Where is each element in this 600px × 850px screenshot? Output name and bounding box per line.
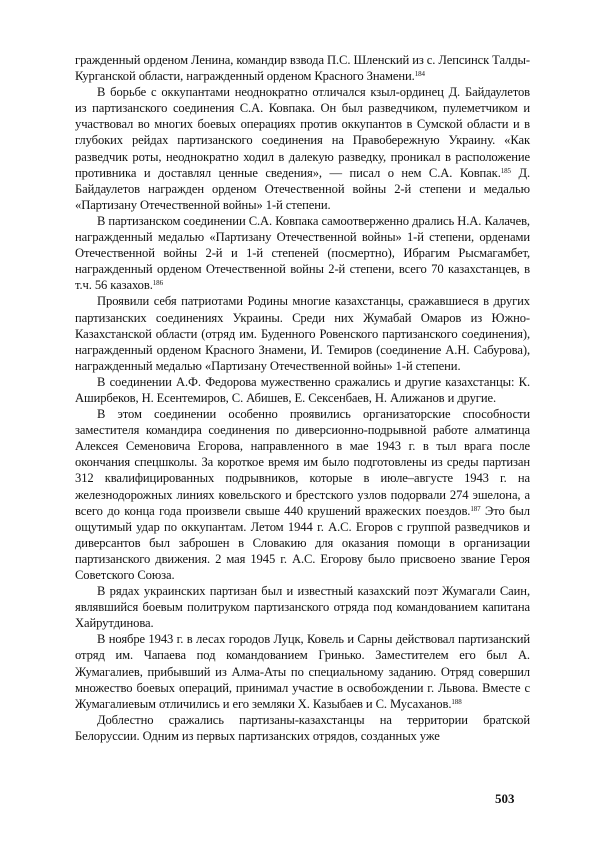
paragraph (75, 52, 530, 84)
paragraph-text: В борьбе с оккупантами неоднократно отличался кзыл-ординец Д. Байдаулетов из партизанского соединения С.А. Ковпака. Он был разведчиком, пулеметчиком и участвовал во многих боевых операциях против оккупантов в Сумской области и в глубоких рейдах партизанского соединения на Правобережную Украину. «Как разведчик роты, неоднократно ходил в далекую разведку, проникал в расположение противника и доставлял ценные сведения», — писал о нем С.А. Ковпак. (75, 85, 530, 180)
paragraph-text: В соединении А.Ф. Федорова мужественно сражались и другие казахстанцы: К. Аширбеков, Н. Есентемиров, С. Абишев, Е. Сексенбаев, Н. Алижанов и другие. (75, 374, 530, 405)
paragraph-text: В этом соединении особенно проявились организаторские способности заместителя командира соединения по диверсионно-подрывной работе алматинца Алексея Семеновича Егорова, направленного в мае 1943 г. в тыл врага после окончания спецшколы. За короткое время им было подготовлены из среды партизан 312 квалифицированных подрывников, которые в июле–августе 1943 г. на железнодорожных линиях ковельского и брестского узлов подорвали 274 эшелона, а всего до конца года произвели свыше 440 крушений вражеских поездов. (75, 407, 530, 518)
paragraph-text: В рядах украинских партизан был и известный казахский поэт Жумагали Саин, являвшийся боевым политруком партизанского отряда под командованием капитана Хайрутдинова. (75, 584, 530, 631)
footnote-ref: 186 (152, 279, 163, 288)
paragraph-text: Доблестно сражались партизаны-казахстанцы на территории братской Белоруссии. Одним из первых партизанских отрядов, созданных уже (75, 712, 530, 743)
paragraph-text-continued: Это был ощутимый удар по оккупантам. Летом 1944 г. А.С. Егоров с группой разведчиков и диверсантов был заброшен в Словакию для оказания помощи в организации партизанского движения. 2 мая 1945 г. А.С. Егорову было присвоено звание Героя Советского Союза. (75, 503, 530, 582)
paragraph (75, 213, 530, 293)
footnote-ref: 187 (470, 504, 481, 513)
footnote-ref: 184 (414, 70, 425, 79)
paragraph (75, 631, 530, 711)
paragraph (75, 84, 530, 213)
paragraph (75, 583, 530, 631)
paragraph-text: В ноябре 1943 г. в лесах городов Луцк, Ковель и Сарны действовал партизанский отряд им. Чапаева под командованием Гринько. Заместителем его был А. Жумагалиев, прибывший из Алма-Аты по специальному заданию. Отряд совершил множество боевых операций, принимал участие в освобождении г. Львова. Вместе с Жумагалиевым отличились и его земляки Х. Казыбаев и С. Мусаханов. (75, 632, 530, 711)
paragraph (75, 293, 530, 373)
paragraph-text: гражденный орденом Ленина, командир взвода П.С. Шленский из с. Лепсинск Талды-Курганской области, награжденный орденом Красного Знамени. (75, 53, 530, 84)
paragraph (75, 712, 530, 744)
paragraph-text-continued: Д. Байдаулетов награжден орденом Отечественной войны 2-й степени и медалью «Партизану Отечественной войны» 1-й степени. (75, 165, 531, 212)
page-number: 503 (495, 791, 515, 806)
footnote-ref: 185 (500, 166, 511, 175)
paragraph (75, 374, 530, 406)
paragraph-text: В партизанском соединении С.А. Ковпака самоотверженно дрались Н.А. Калачев, награжденный медалью «Партизану Отечественной войны» 1-й степени, орденами Отечественной войны 2-й и 1-й степеней (посмертно), Ибрагим Рысмагамбет, награжденный орденом Отечественной войны 2-й степени, всего 70 казахстанцев, в т.ч. 56 казахов. (75, 213, 530, 293)
body-text (75, 52, 530, 744)
paragraph (75, 406, 530, 583)
paragraph-text: Проявили себя патриотами Родины многие казахстанцы, сражавшиеся в других партизанских соединениях Украины. Среди них Жумабай Омаров из Южно-Казахстанской области (отряд им. Буденного Ровенского партизанского соединения), награжденный орденом Красного Знамени, И. Темиров (соединение А.Н. Сабурова), награжденный медалью «Партизану Отечественной войны» 1-й степени. (75, 294, 530, 373)
footnote-ref: 188 (451, 697, 462, 706)
